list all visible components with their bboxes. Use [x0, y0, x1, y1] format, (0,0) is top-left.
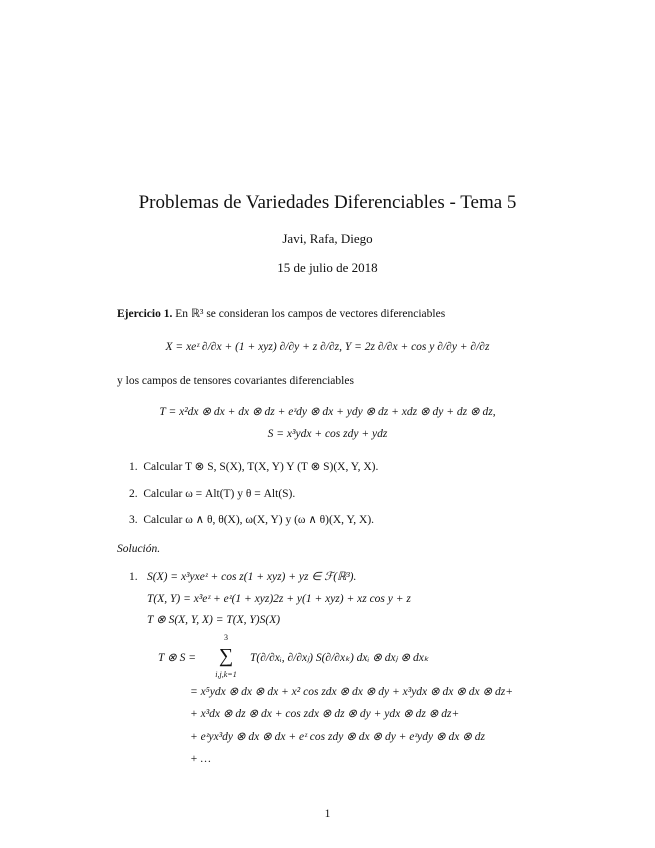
exercise-item-3 [129, 513, 374, 527]
item-text: Calcular ω = Alt(T) y θ = Alt(S). [143, 488, 296, 500]
exercise-intro-text: En ℝ³ se consideran los campos de vectores diferenciables [175, 308, 446, 320]
item-text: Calcular T ⊗ S, S(X), T(X, Y) Y (T ⊗ S)(X, Y, X). [143, 461, 379, 473]
sum-lhs: T ⊗ S = [158, 652, 196, 664]
expansion-line-1: = x⁵ydx ⊗ dx ⊗ dx + x² cos zdx ⊗ dx ⊗ dy + x³ydx ⊗ dx ⊗ dx ⊗ dz+ [190, 686, 513, 698]
sum-rhs: T(∂/∂xᵢ, ∂/∂xⱼ) S(∂/∂xₖ) dxᵢ ⊗ dxⱼ ⊗ dxₖ [250, 652, 429, 664]
item-number: 1. [129, 461, 138, 473]
solution-line-3: T ⊗ S(X, Y, X) = T(X, Y)S(X) [147, 614, 281, 626]
sum-upper-limit: 3 [224, 633, 228, 642]
sum-symbol: ∑ [218, 645, 234, 667]
expansion-line-3: + eᶻyx³dy ⊗ dx ⊗ dx + eᶻ cos zdy ⊗ dx ⊗ dy + eᶻydy ⊗ dx ⊗ dz [190, 731, 485, 743]
exercise-item-2 [129, 487, 295, 501]
document-title: Problemas de Variedades Diferenciables - Tema 5 [138, 192, 517, 213]
item-text: Calcular ω ∧ θ, θ(X), ω(X, Y) y (ω ∧ θ)(X, Y, X). [143, 514, 375, 526]
exercise-intro [117, 307, 445, 321]
item-number: 2. [129, 488, 138, 500]
solution-number: 1. [129, 571, 138, 583]
authors: Javi, Rafa, Diego [282, 231, 373, 246]
S-equation: S = x³ydx + cos zdy + ydz [267, 428, 388, 440]
expansion-line-4: + … [190, 753, 211, 765]
solution-line-1: S(X) = x³yxeᶻ + cos z(1 + xyz) + yz ∈ ℱ(ℝ³). [147, 571, 357, 583]
exercise-label: Ejercicio 1. [117, 308, 173, 320]
item-number: 3. [129, 514, 138, 526]
T-equation: T = x²dx ⊗ dx + dx ⊗ dz + eᶻdy ⊗ dx + ydy ⊗ dz + xdz ⊗ dy + dz ⊗ dz, [159, 406, 496, 418]
solution-line-2: T(X, Y) = x³eᶻ + eᶻ(1 + xyz)2z + y(1 + xyz) + xz cos y + z [147, 593, 411, 605]
vector-fields-equation: X = xeᶻ ∂/∂x + (1 + xyz) ∂/∂y + z ∂/∂z, Y = 2z ∂/∂x + cos y ∂/∂y + ∂/∂z [165, 341, 490, 353]
date: 15 de julio de 2018 [277, 260, 378, 275]
solution-label: Solución. [117, 543, 161, 555]
sum-lower-limit: i,j,k=1 [215, 670, 237, 679]
exercise-item-1 [129, 460, 378, 474]
expansion-line-2: + x³dx ⊗ dz ⊗ dx + cos zdx ⊗ dz ⊗ dy + ydx ⊗ dz ⊗ dz+ [190, 708, 460, 720]
page-number: 1 [324, 808, 331, 820]
tensor-intro: y los campos de tensores covariantes diferenciables [117, 375, 354, 387]
